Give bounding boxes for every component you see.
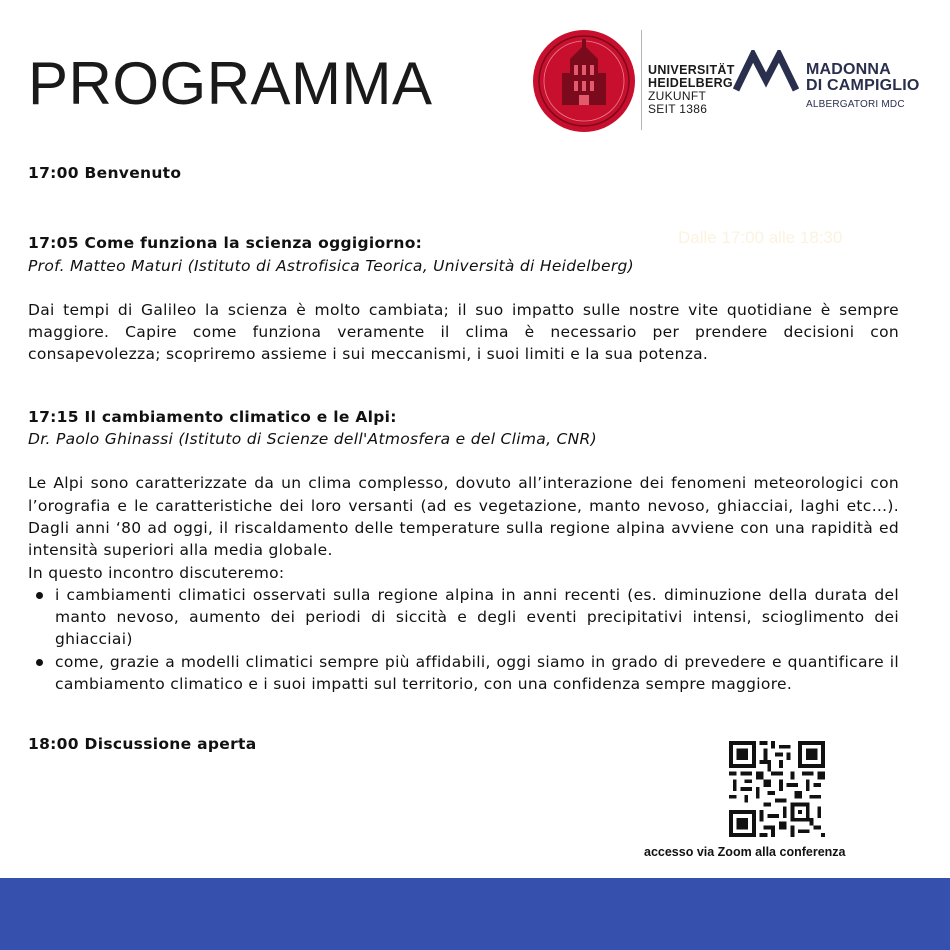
heidelberg-line2: HEIDELBERG [648,76,733,90]
university-seal-icon [532,29,636,133]
heidelberg-line4: SEIT 1386 [648,102,708,116]
qr-code-icon[interactable] [729,741,825,837]
program-item-science-description: Dai tempi di Galileo la scienza è molto cambiata; il suo impatto sulle nostre vite quotidiane è sempre maggiore. Capire come funziona veramente il clima è necessario per prendere decisioni con consapevolezza; scopriremo assieme i sui meccanismi, i suoi limiti e la sua potenza. [28,300,899,364]
mountain-m-icon [733,50,799,92]
program-item-welcome: 17:00 Benvenuto [28,164,182,182]
program-body [28,162,899,756]
madonna-wordmark [806,62,920,113]
footer-bar [0,878,950,950]
madonna-line3: ALBERGATORI MDC [806,99,905,110]
bullet-list [28,584,899,695]
program-item-climate-intro: In questo incontro discuteremo: [28,563,285,582]
program-item-science-speaker: Prof. Matteo Maturi (Istituto di Astrofisica Teorica, Università di Heidelberg) [28,256,634,275]
program-item-climate-heading: 17:15 Il cambiamento climatico e le Alpi: [28,407,397,426]
list-item: come, grazie a modelli climatici sempre più affidabili, oggi siamo in grado di prevedere e quantificare il cambiamento climatico e i suoi impatti sul territorio, con una confidenza sempre maggiore. [28,651,899,696]
heidelberg-line3: ZUKUNFT [648,89,707,103]
program-item-discussion: 18:00 Discussione aperta [28,735,257,754]
list-item: i cambiamenti climatici osservati sulla regione alpina in anni recenti (es. diminuzione della durata del manto nevoso, aumento dei periodi di siccità e degli eventi precipitativi intensi, scioglimento dei ghiacciai) [28,584,899,651]
logo-divider [641,30,642,130]
program-item-climate-speaker: Dr. Paolo Ghinassi (Istituto di Scienze dell'Atmosfera e del Clima, CNR) [28,430,597,449]
qr-caption: accesso via Zoom alla conferenza [644,845,846,859]
program-item-science-heading: 17:05 Come funziona la scienza oggigiorno: [28,234,423,253]
heidelberg-line1: UNIVERSITÄT [648,63,735,77]
faded-time-note: Dalle 17:00 alle 18:30 [678,228,843,247]
madonna-line2: DI CAMPIGLIO [806,77,920,94]
program-item-climate-description: Le Alpi sono caratterizzate da un clima complesso, dovuto all’interazione dei fenomeni meteorologici con l’orografia e le caratteristiche dei loro versanti (ad es vegetazione, manto nevoso, ghiacciai, laghi etc…). Dagli anni ‘80 ad oggi, il riscaldamento delle temperature sulla regione alpina avviene con una rapidità ed intensità superiori alla media globale. [28,474,899,560]
page-title: PROGRAMMA [28,50,433,117]
madonna-line1: MADONNA [806,61,891,78]
heidelberg-wordmark [648,64,735,116]
